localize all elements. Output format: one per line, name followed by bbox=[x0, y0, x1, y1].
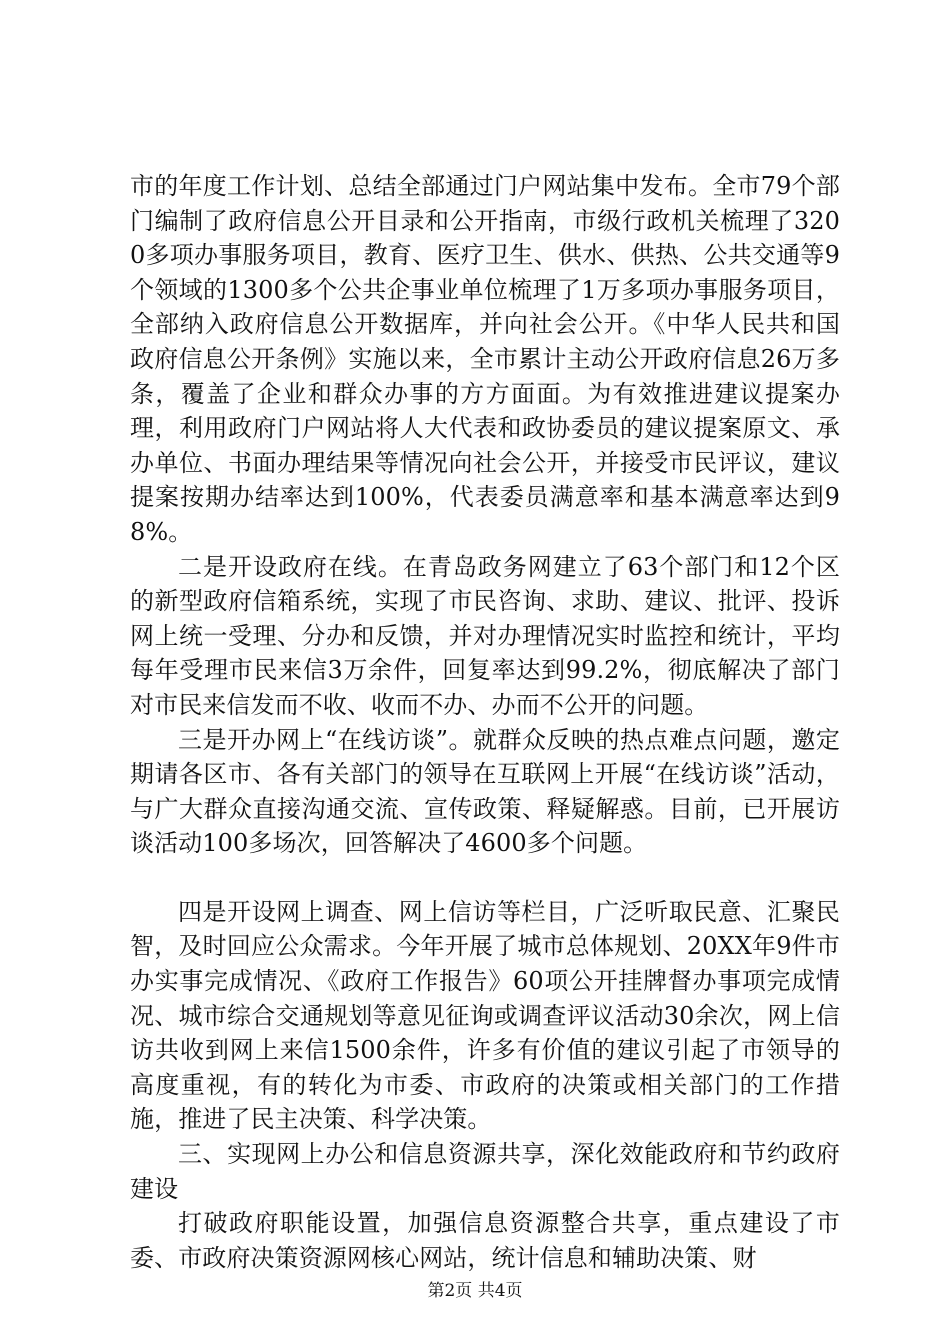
page-number-footer: 第2页 共4页 bbox=[427, 1281, 523, 1301]
document-body bbox=[130, 169, 840, 1275]
paragraph-continuation: 市的年度工作计划、总结全部通过门户网站集中发布。全市79个部门编制了政府信息公开目录和公开指南，市级行政机关梳理了3200多项办事服务项目，教育、医疗卫生、供水、供热、公共交通等9个领域的1300多个公共企事业单位梳理了1万多项办事服务项目，全部纳入政府信息公开数据库，并向社会公开。《中华人民共和国政府信息公开条例》实施以来，全市累计主动公开政府信息26万多条，覆盖了企业和群众办事的方方面面。为有效推进建议提案办理，利用政府门户网站将人大代表和政协委员的建议提案原文、承办单位、书面办理结果等情况向社会公开，并接受市民评议，建议提案按期办结率达到100%，代表委员满意率和基本满意率达到98%。 bbox=[130, 172, 840, 546]
paragraph-online-interview: 三是开办网上“在线访谈”。就群众反映的热点难点问题，邀定期请各区市、各有关部门的领导在互联网上开展“在线访谈”活动，与广大群众直接沟通交流、宣传政策、释疑解惑。目前，已开展访谈活动100多场次，回答解决了4600多个问题。 bbox=[130, 725, 840, 858]
paragraph-government-online: 二是开设政府在线。在青岛政务网建立了63个部门和12个区的新型政府信箱系统，实现了市民咨询、求助、建议、批评、投诉网上统一受理、分办和反馈，并对办理情况实时监控和统计，平均每年受理市民来信3万余件，回复率达到99.2%，彻底解决了部门对市民来信发而不收、收而不办、办而不公开的问题。 bbox=[130, 552, 840, 719]
paragraph-resource-sharing: 打破政府职能设置，加强信息资源整合共享，重点建设了市委、市政府决策资源网核心网站，统计信息和辅助决策、财 bbox=[130, 1209, 840, 1272]
section-heading-three: 三、实现网上办公和信息资源共享，深化效能政府和节约政府建设 bbox=[130, 1140, 840, 1203]
paragraph-online-survey: 四是开设网上调查、网上信访等栏目，广泛听取民意、汇聚民智，及时回应公众需求。今年开展了城市总体规划、20XX年9件市办实事完成情况、《政府工作报告》60项公开挂牌督办事项完成情况、城市综合交通规划等意见征询或调查评议活动30余次，网上信访共收到网上来信1500余件，许多有价值的建议引起了市领导的高度重视，有的转化为市委、市政府的决策或相关部门的工作措施，推进了民主决策、科学决策。 bbox=[130, 897, 840, 1134]
